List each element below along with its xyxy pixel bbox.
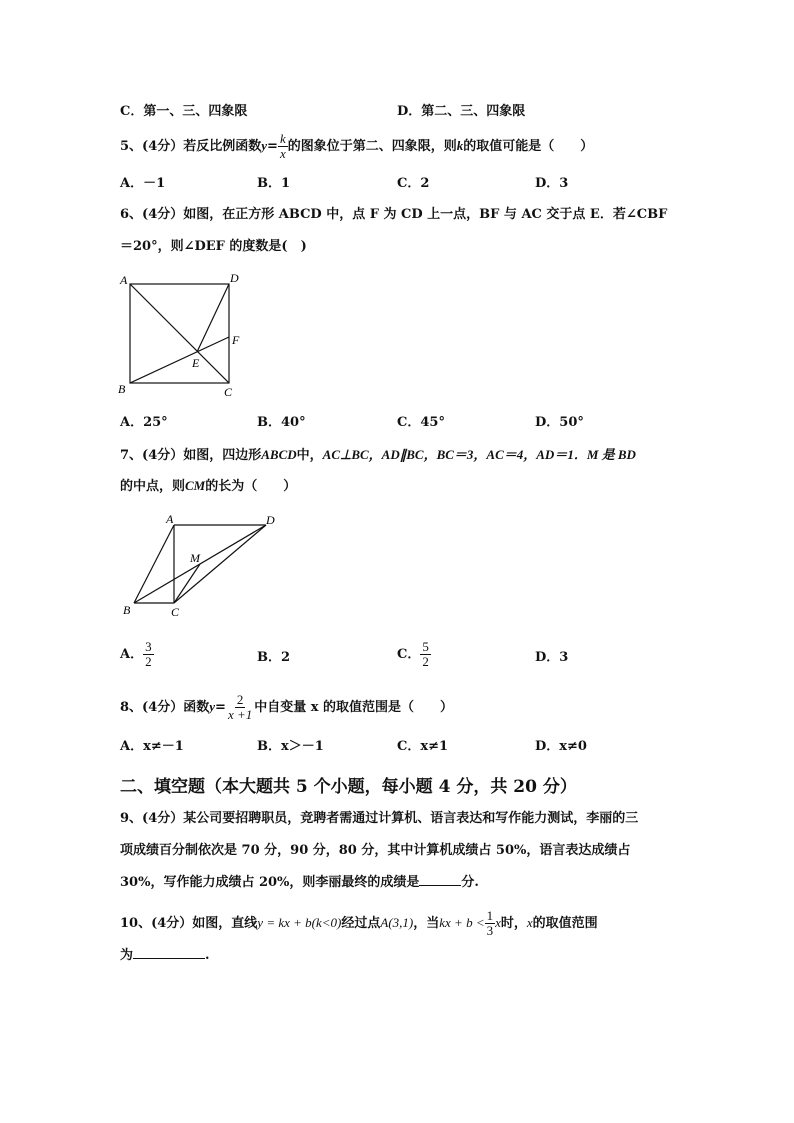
- q7-conditions: AC⊥BC，AD∥BC，BC＝3，AC＝4，AD＝1．M 是 BD: [322, 447, 636, 462]
- q7-option-c-den: 2: [422, 654, 429, 669]
- q6-label-d: D: [230, 271, 239, 285]
- q8-prefix: 8、(4分）函数: [120, 700, 210, 715]
- q9-answer-blank[interactable]: [419, 873, 461, 886]
- q8-frac-num: 2: [236, 692, 244, 707]
- q6-line-de: [197, 284, 229, 352]
- q4-option-c: C．第一、三、四象限: [120, 104, 248, 119]
- q9-line3-a: 30%，写作能力成绩占 20%，则李丽最终的成绩是: [120, 875, 420, 890]
- q10-tail: 的取值范围: [532, 916, 598, 931]
- q7-option-c-num: 5: [422, 639, 429, 654]
- q9-line3: [120, 873, 479, 892]
- q5-prefix: 5、(4分）若反比例函数: [120, 139, 262, 154]
- q7-line1-a: 7、(4分）如图，四边形: [120, 448, 262, 463]
- q9-line2: 项成绩百分制依次是 70 分，90 分，80 分，其中计算机成绩占 50%，语言表达成绩占: [120, 843, 631, 858]
- section-2-title: 二、填空题（本大题共 5 个小题，每小题 4 分，共 20 分）: [120, 777, 577, 797]
- q7-quad-name: ABCD: [261, 447, 297, 462]
- q9-line3-b: 分.: [461, 875, 479, 890]
- q6-label-c: C: [224, 385, 233, 399]
- q5-option-c: C．2: [397, 176, 430, 191]
- q7-cm: CM: [185, 478, 206, 493]
- q10-fraction: [485, 909, 496, 938]
- q10-x: x: [526, 915, 533, 930]
- q5-frac-den: x: [279, 146, 286, 161]
- q5-stem: [120, 132, 593, 161]
- q5-k: k: [456, 138, 464, 153]
- q5-suffix-b: 的取值可能是（ ）: [463, 139, 594, 154]
- q10-stem: [120, 909, 598, 938]
- q7-option-c: [397, 640, 431, 669]
- q7-line1: [120, 446, 636, 465]
- q5-y: y: [261, 138, 268, 153]
- q7-label-b: B: [123, 603, 131, 617]
- q5-eq: =: [267, 139, 278, 154]
- q7-option-a-fraction: [143, 640, 154, 669]
- q6-option-d: D．50°: [535, 415, 584, 430]
- q8-option-c: C．x≠1: [397, 739, 449, 754]
- q10-mid2: ，当: [413, 916, 440, 931]
- q10-inequality-right: x: [495, 915, 501, 930]
- q7-segment-cd: [174, 525, 266, 603]
- q6-option-a: A．25°: [120, 415, 168, 430]
- q8-option-a: A．x≠－1: [120, 739, 184, 754]
- q6-diagonal-ac: [130, 284, 229, 383]
- q7-line2-a: 的中点，则: [120, 479, 186, 494]
- q6-square-figure: [110, 268, 260, 400]
- q6-label-b: B: [118, 382, 126, 396]
- q5-option-d: D．3: [535, 176, 569, 191]
- q7-line2: [120, 477, 296, 496]
- q7-option-a-num: 3: [145, 639, 152, 654]
- q7-line1-b: 中，: [296, 448, 323, 463]
- q6-line1: 6、(4分）如图，在正方形 ABCD 中，点 F 为 CD 上一点，BF 与 AC 交于点 E．若∠CBF: [120, 207, 668, 222]
- q6-label-f: F: [232, 333, 240, 347]
- q10-point: A(3,1): [380, 915, 414, 930]
- q7-line2-b: 的长为（ ）: [205, 479, 297, 494]
- q7-option-c-prefix: C．: [397, 647, 421, 662]
- q6-label-e: E: [192, 356, 200, 370]
- q7-quadrilateral-figure: [118, 510, 288, 620]
- q10-frac-den: 3: [486, 923, 494, 938]
- q10-answer-blank[interactable]: [133, 946, 205, 959]
- q10-line-equation: y = kx + b(k<0): [257, 915, 342, 930]
- q6-label-a: A: [120, 273, 128, 287]
- q10-inequality-left: kx + b <: [439, 915, 485, 930]
- q8-stem: [120, 693, 453, 722]
- q7-label-m: M: [190, 551, 200, 565]
- q10-line2: [120, 946, 210, 965]
- q5-fraction: [278, 132, 288, 161]
- q7-option-a-prefix: A．: [120, 647, 144, 662]
- q7-label-d: D: [266, 513, 275, 527]
- q7-label-c: C: [171, 605, 180, 619]
- q6-line2: ＝20°，则∠DEF 的度数是( ): [120, 239, 307, 254]
- q7-option-b: B．2: [257, 650, 291, 665]
- q6-option-b: B．40°: [257, 415, 306, 430]
- q8-option-d: D．x≠0: [535, 739, 587, 754]
- q10-frac-num: 1: [486, 908, 494, 923]
- q5-suffix-a: 的图象位于第二、四象限，则: [287, 139, 457, 154]
- q9-line1: 9、(4分）某公司要招聘职员，竞聘者需通过计算机、语言表达和写作能力测试，李丽的三: [120, 811, 639, 826]
- q8-frac-den: x +1: [227, 707, 253, 722]
- q8-y: y: [209, 699, 216, 714]
- q4-option-d: D．第二、三、四象限: [397, 104, 526, 119]
- q5-option-a: A．－1: [120, 176, 166, 191]
- q8-suffix: 中自变量 x 的取值范围是（ ）: [254, 700, 454, 715]
- q5-frac-num: k: [279, 131, 286, 146]
- q8-option-b: B．x＞－1: [257, 739, 324, 754]
- q10-prefix: 10、(4分）如图，直线: [120, 916, 258, 931]
- q10-mid3: 时，: [500, 916, 527, 931]
- q7-option-c-fraction: [420, 640, 431, 669]
- q5-option-b: B．1: [257, 176, 291, 191]
- q8-eq: =: [215, 700, 226, 715]
- q10-line2-b: .: [205, 948, 210, 963]
- q7-option-a-den: 2: [145, 654, 152, 669]
- q8-fraction: [226, 693, 254, 722]
- q6-option-c: C．45°: [397, 415, 445, 430]
- q7-label-a: A: [166, 512, 174, 526]
- q6-line-bf: [130, 337, 229, 383]
- q10-line2-a: 为: [120, 948, 134, 963]
- q7-option-a: [120, 640, 154, 669]
- q7-option-d: D．3: [535, 650, 569, 665]
- q10-mid: 经过点: [341, 916, 381, 931]
